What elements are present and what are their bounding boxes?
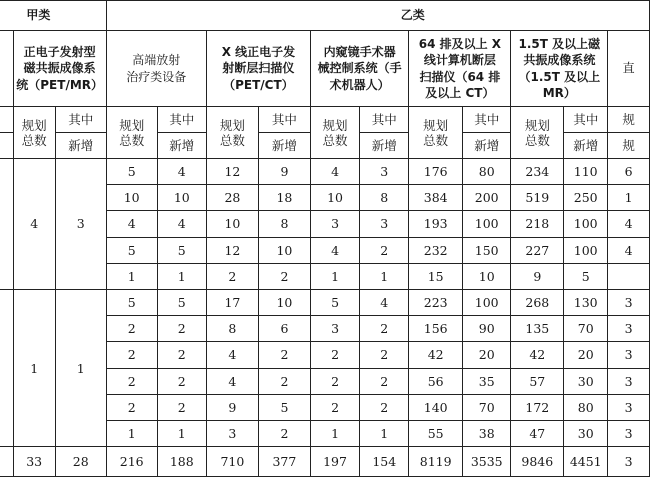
table-cell: 5 xyxy=(564,263,608,289)
subheader-of-which: 其中 xyxy=(258,107,310,133)
table-cell: 55 xyxy=(409,420,463,446)
table-cell: 110 xyxy=(564,159,608,185)
table-cell: 3 xyxy=(608,289,650,315)
table-cell: 2 xyxy=(157,368,206,394)
table-cell: 5 xyxy=(258,394,310,420)
table-cell: 3 xyxy=(608,316,650,342)
table-cell: 17 xyxy=(206,289,258,315)
subheader-new: 新增 xyxy=(157,133,206,159)
table-cell: 70 xyxy=(564,316,608,342)
table-cell: 3 xyxy=(608,368,650,394)
table-cell: 223 xyxy=(409,289,463,315)
table-cell: 8 xyxy=(258,211,310,237)
table-cell-merged: 4 xyxy=(13,159,55,290)
table-cell: 12 xyxy=(206,237,258,263)
total-cell: 4451 xyxy=(564,447,608,477)
table-cell: 8 xyxy=(206,316,258,342)
table-cell: 15 xyxy=(409,263,463,289)
table-cell-merged xyxy=(0,289,13,446)
table-cell: 9 xyxy=(511,263,564,289)
subheader-of-which xyxy=(0,107,13,133)
table-cell-merged xyxy=(0,159,13,290)
table-cell: 2 xyxy=(360,342,409,368)
table-cell: 5 xyxy=(157,237,206,263)
table-cell: 150 xyxy=(463,237,511,263)
table-cell: 100 xyxy=(564,211,608,237)
table-cell: 80 xyxy=(463,159,511,185)
table-cell: 1 xyxy=(157,420,206,446)
table-cell: 80 xyxy=(564,394,608,420)
table-cell: 3 xyxy=(310,316,359,342)
table-cell: 2 xyxy=(360,316,409,342)
subheader-of-which: 其中 xyxy=(157,107,206,133)
subheader-plan-total: 规划 总数 xyxy=(13,107,55,159)
table-cell: 2 xyxy=(258,342,310,368)
table-cell: 2 xyxy=(310,368,359,394)
column-header-ct: 64 排及以上 X 线计算机断层 扫描仪（64 排 及以上 CT） xyxy=(409,31,511,107)
total-cell: 154 xyxy=(360,447,409,477)
table-cell: 1 xyxy=(106,420,157,446)
table-cell: 232 xyxy=(409,237,463,263)
table-cell: 3 xyxy=(608,420,650,446)
table-cell: 4 xyxy=(310,237,359,263)
table-cell: 3 xyxy=(608,342,650,368)
table-cell: 6 xyxy=(608,159,650,185)
table-cell: 100 xyxy=(463,289,511,315)
table-cell: 4 xyxy=(206,342,258,368)
table-cell: 2 xyxy=(258,420,310,446)
table-cell: 234 xyxy=(511,159,564,185)
table-cell: 9 xyxy=(258,159,310,185)
column-header-radiotherapy: 高端放射 治疗类设备 xyxy=(106,31,206,107)
total-cell: 377 xyxy=(258,447,310,477)
table-cell: 2 xyxy=(310,394,359,420)
table-cell: 2 xyxy=(157,316,206,342)
table-cell: 10 xyxy=(258,237,310,263)
table-cell: 42 xyxy=(409,342,463,368)
table-row xyxy=(0,289,650,315)
table-cell: 218 xyxy=(511,211,564,237)
table-cell: 4 xyxy=(206,368,258,394)
table-cell: 56 xyxy=(409,368,463,394)
subheader-new: 新增 xyxy=(55,133,106,159)
table-cell: 2 xyxy=(360,237,409,263)
table-cell: 2 xyxy=(106,342,157,368)
table-cell-merged: 3 xyxy=(55,159,106,290)
table-cell: 1 xyxy=(310,420,359,446)
table-cell-merged: 1 xyxy=(55,289,106,446)
table-cell: 2 xyxy=(157,394,206,420)
table-cell: 10 xyxy=(157,185,206,211)
table-cell: 172 xyxy=(511,394,564,420)
table-cell: 10 xyxy=(206,211,258,237)
total-cell: 33 xyxy=(13,447,55,477)
table-cell: 2 xyxy=(360,368,409,394)
subheader-new: 新增 xyxy=(360,133,409,159)
table-cell: 5 xyxy=(106,237,157,263)
table-cell: 47 xyxy=(511,420,564,446)
table-cell: 100 xyxy=(564,237,608,263)
table-cell: 3 xyxy=(206,420,258,446)
table-cell: 3 xyxy=(608,394,650,420)
subheader-plan-total: 规划 总数 xyxy=(106,107,157,159)
subheader-of-which: 其中 xyxy=(55,107,106,133)
table-cell: 6 xyxy=(258,316,310,342)
table-cell: 193 xyxy=(409,211,463,237)
table-cell: 4 xyxy=(608,237,650,263)
table-cell: 90 xyxy=(463,316,511,342)
table-cell xyxy=(608,263,650,289)
column-header-pet-mr: 正电子发射型 磁共振成像系 统（PET/MR） xyxy=(13,31,106,107)
table-cell: 5 xyxy=(106,159,157,185)
table-cell: 18 xyxy=(258,185,310,211)
table-cell: 2 xyxy=(106,316,157,342)
table-cell: 2 xyxy=(106,368,157,394)
subheader-of-which: 其中 xyxy=(360,107,409,133)
table-cell: 2 xyxy=(157,342,206,368)
table-cell: 12 xyxy=(206,159,258,185)
table-cell: 200 xyxy=(463,185,511,211)
table-cell: 4 xyxy=(608,211,650,237)
table-cell: 5 xyxy=(310,289,359,315)
group-header-jia: 甲类 xyxy=(0,1,106,31)
table-cell: 135 xyxy=(511,316,564,342)
subheader-plan-partial: 规 xyxy=(608,107,650,133)
table-cell: 2 xyxy=(258,368,310,394)
column-header-partial: 直 xyxy=(608,31,650,107)
table-cell: 42 xyxy=(511,342,564,368)
column-header-0 xyxy=(0,31,13,107)
table-body xyxy=(0,159,650,447)
subheader-row-1 xyxy=(0,107,650,133)
total-cell: 3 xyxy=(608,447,650,477)
table-cell: 10 xyxy=(258,289,310,315)
table-cell: 20 xyxy=(564,342,608,368)
subheader-new: 新增 xyxy=(258,133,310,159)
subheader-new xyxy=(0,133,13,159)
total-cell: 197 xyxy=(310,447,359,477)
table-cell: 3 xyxy=(360,159,409,185)
table-cell: 5 xyxy=(157,289,206,315)
table-cell: 130 xyxy=(564,289,608,315)
table-cell: 250 xyxy=(564,185,608,211)
table-cell-merged: 1 xyxy=(13,289,55,446)
subheader-plan-total: 规划 总数 xyxy=(206,107,258,159)
table-cell: 30 xyxy=(564,420,608,446)
table-cell: 3 xyxy=(310,211,359,237)
subheader-of-which: 其中 xyxy=(564,107,608,133)
subheader-of-which: 其中 xyxy=(463,107,511,133)
table-cell: 1 xyxy=(608,185,650,211)
table-cell: 4 xyxy=(106,211,157,237)
table-cell: 8 xyxy=(360,185,409,211)
table-cell: 35 xyxy=(463,368,511,394)
total-cell: 216 xyxy=(106,447,157,477)
subheader-plan-total: 规划 总数 xyxy=(511,107,564,159)
table-cell: 1 xyxy=(360,263,409,289)
table-cell: 3 xyxy=(360,211,409,237)
group-header-row xyxy=(0,1,650,31)
subheader-plan-partial-2: 规 xyxy=(608,133,650,159)
table-cell: 38 xyxy=(463,420,511,446)
column-header-mr: 1.5T 及以上磁 共振成像系统 （1.5T 及以上 MR） xyxy=(511,31,608,107)
subheader-plan-total: 规划 总数 xyxy=(310,107,359,159)
table-cell: 156 xyxy=(409,316,463,342)
table-cell: 2 xyxy=(360,394,409,420)
table-cell: 10 xyxy=(310,185,359,211)
group-header-yi: 乙类 xyxy=(106,1,649,31)
table-cell: 10 xyxy=(463,263,511,289)
table-cell: 1 xyxy=(106,263,157,289)
total-cell: 9846 xyxy=(511,447,564,477)
table-cell: 2 xyxy=(258,263,310,289)
total-cell: 8119 xyxy=(409,447,463,477)
subheader-new: 新增 xyxy=(564,133,608,159)
table-cell: 57 xyxy=(511,368,564,394)
total-cell: 188 xyxy=(157,447,206,477)
total-cell xyxy=(0,447,13,477)
table-cell: 227 xyxy=(511,237,564,263)
subheader-plan-total: 规划 总数 xyxy=(409,107,463,159)
table-cell: 4 xyxy=(157,159,206,185)
total-cell: 710 xyxy=(206,447,258,477)
table-cell: 20 xyxy=(463,342,511,368)
table-cell: 384 xyxy=(409,185,463,211)
table-cell: 30 xyxy=(564,368,608,394)
column-header-pet-ct: X 线正电子发 射断层扫描仪 （PET/CT） xyxy=(206,31,310,107)
table-cell: 176 xyxy=(409,159,463,185)
column-header-surgical-robot: 内窥镜手术器 械控制系统（手 术机器人） xyxy=(310,31,408,107)
total-cell: 28 xyxy=(55,447,106,477)
total-row xyxy=(0,447,650,477)
column-header-row xyxy=(0,31,650,107)
table-cell: 1 xyxy=(157,263,206,289)
table-cell: 100 xyxy=(463,211,511,237)
table-cell: 140 xyxy=(409,394,463,420)
table-cell: 1 xyxy=(360,420,409,446)
table-row xyxy=(0,159,650,185)
table-cell: 4 xyxy=(157,211,206,237)
table-cell: 5 xyxy=(106,289,157,315)
table-cell: 1 xyxy=(310,263,359,289)
table-cell: 2 xyxy=(310,342,359,368)
table-cell: 4 xyxy=(360,289,409,315)
subheader-new: 新增 xyxy=(463,133,511,159)
table-cell: 2 xyxy=(206,263,258,289)
table-cell: 4 xyxy=(310,159,359,185)
table-cell: 9 xyxy=(206,394,258,420)
table-cell: 10 xyxy=(106,185,157,211)
total-cell: 3535 xyxy=(463,447,511,477)
table-cell: 70 xyxy=(463,394,511,420)
table-cell: 28 xyxy=(206,185,258,211)
table-cell: 2 xyxy=(106,394,157,420)
table-cell: 268 xyxy=(511,289,564,315)
table-cell: 519 xyxy=(511,185,564,211)
